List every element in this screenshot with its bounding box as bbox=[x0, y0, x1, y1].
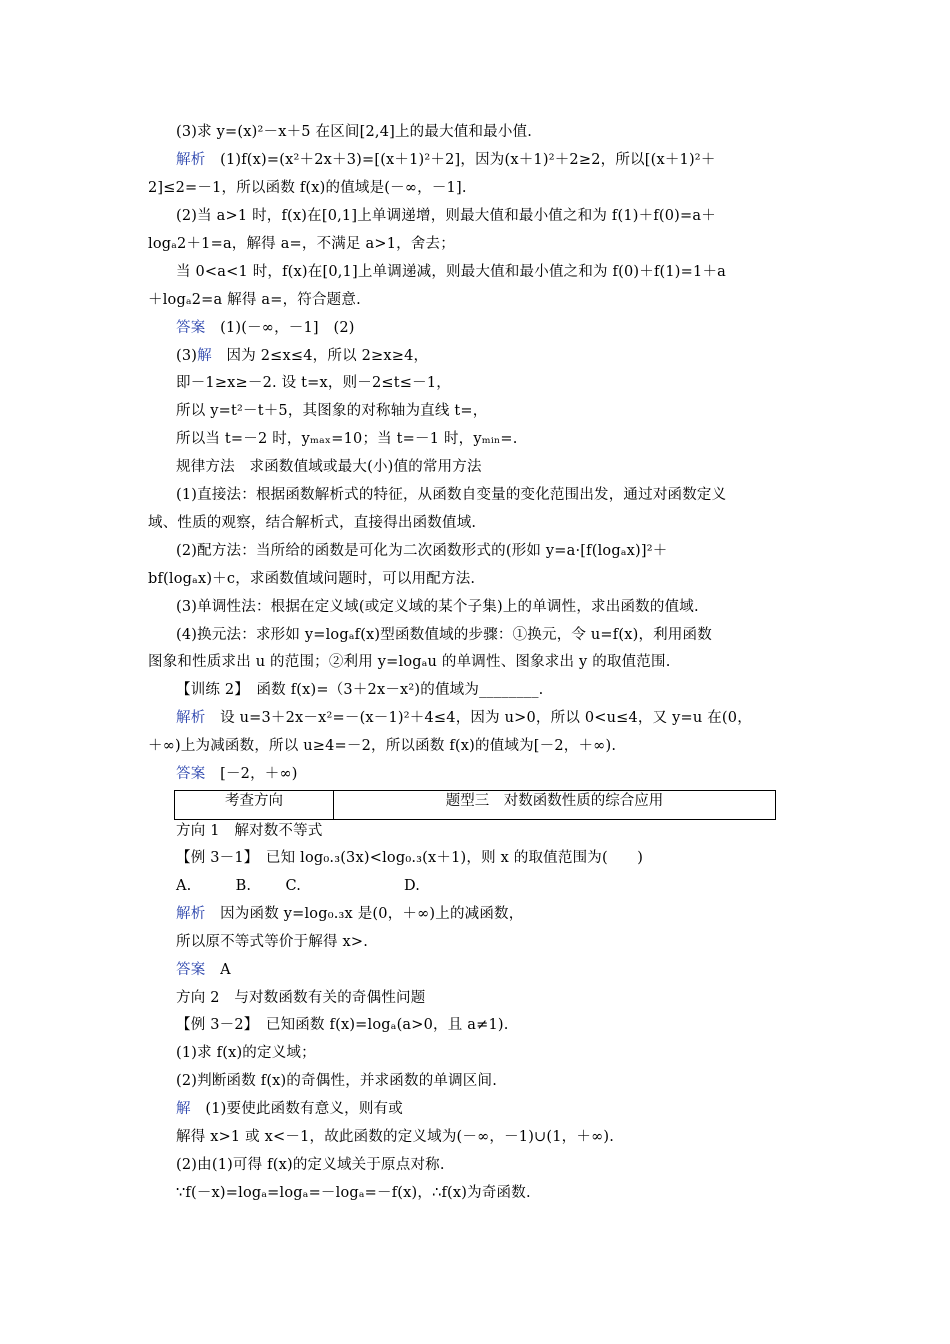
text-line: (1)求 f(x)的定义域； bbox=[176, 1045, 316, 1061]
text-line: 解析 (1)f(x)=(x²＋2x＋3)=[(x＋1)²＋2]，因为(x＋1)²＋2≥2，所以[(x＋1)²＋ bbox=[176, 152, 716, 168]
text-line: 【训练 2】 函数 f(x)=（3＋2x－x²)的值域为________. bbox=[176, 682, 544, 698]
text-line: 所以原不等式等价于解得 x>. bbox=[176, 934, 369, 950]
text-line: 解析 因为函数 y=log₀.₃x 是(0，＋∞)上的减函数， bbox=[176, 906, 524, 922]
keyword-label: 答案 bbox=[176, 962, 206, 978]
text-line: bf(logₐx)＋c，求函数值域问题时，可以用配方法. bbox=[148, 571, 476, 587]
text-line: 【例 3－2】 已知函数 f(x)=logₐ(a>0，且 a≠1). bbox=[176, 1017, 509, 1033]
text-line: 答案 [－2，＋∞) bbox=[176, 766, 298, 782]
text-line: (3)单调性法：根据在定义域(或定义域的某个子集)上的单调性，求出函数的值域. bbox=[176, 599, 699, 615]
table-cell-direction: 考查方向 bbox=[175, 791, 334, 819]
keyword-label: 解析 bbox=[176, 906, 206, 922]
text-line: 答案 A bbox=[176, 962, 231, 978]
text-line: ＋logₐ2=a 解得 a=，符合题意. bbox=[148, 292, 361, 308]
text-line: (4)换元法：求形如 y=logₐf(x)型函数值域的步骤：①换元，令 u=f(x)，利用函数 bbox=[176, 627, 712, 643]
keyword-label: 解析 bbox=[176, 152, 206, 168]
text-line: 方向 1 解对数不等式 bbox=[176, 823, 323, 839]
keyword-label: 解析 bbox=[176, 710, 206, 726]
text-line: 方向 2 与对数函数有关的奇偶性问题 bbox=[176, 990, 426, 1006]
keyword-label: 解 bbox=[197, 348, 212, 364]
text-line: ＋∞)上为减函数，所以 u≥4=－2，所以函数 f(x)的值域为[－2，＋∞). bbox=[148, 738, 617, 754]
text-line: (2)判断函数 f(x)的奇偶性，并求函数的单调区间. bbox=[176, 1073, 498, 1089]
keyword-label: 答案 bbox=[176, 766, 206, 782]
text-line: (2)当 a>1 时，f(x)在[0,1]上单调递增，则最大值和最小值之和为 f(1)＋f(0)=a＋ bbox=[176, 208, 716, 224]
text-line: 规律方法 求函数值域或最大(小)值的常用方法 bbox=[176, 459, 482, 475]
text-line: 所以 y=t²－t＋5，其图象的对称轴为直线 t=， bbox=[176, 403, 488, 419]
text-line: 解得 x>1 或 x<－1，故此函数的定义域为(－∞，－1)∪(1，＋∞). bbox=[176, 1129, 615, 1145]
text-line: (2)配方法：当所给的函数是可化为二次函数形式的(形如 y=a·[f(logₐx)]²＋ bbox=[176, 543, 668, 559]
text-line: 图象和性质求出 u 的范围；②利用 y=logₐu 的单调性、图象求出 y 的取值范围. bbox=[148, 654, 671, 670]
text-line: (1)直接法：根据函数解析式的特征，从函数自变量的变化范围出发，通过对函数定义 bbox=[176, 487, 727, 503]
text-line: (3)求 y=(x)²－x＋5 在区间[2,4]上的最大值和最小值. bbox=[176, 124, 533, 140]
text-line: (3)解 因为 2≤x≤4，所以 2≥x≥4， bbox=[176, 348, 429, 364]
text-line: (2)由(1)可得 f(x)的定义域关于原点对称. bbox=[176, 1157, 445, 1173]
text-line: 解析 设 u=3＋2x－x²=－(x－1)²＋4≤4，因为 u>0，所以 0<u≤4，又 y=u 在(0， bbox=[176, 710, 752, 726]
keyword-label: 答案 bbox=[176, 320, 206, 336]
text-line: 【例 3－1】 已知 log₀.₃(3x)<log₀.₃(x＋1)，则 x 的取值范围为( ) bbox=[176, 850, 644, 866]
text-line: ∵f(－x)=logₐ=logₐ=－logₐ=－f(x)，∴f(x)为奇函数. bbox=[176, 1185, 531, 1201]
keyword-label: 解 bbox=[176, 1101, 191, 1117]
text-line: 当 0<a<1 时，f(x)在[0,1]上单调递减，则最大值和最小值之和为 f(0)＋f(1)=1＋a bbox=[176, 264, 726, 280]
table-cell-topic: 题型三 对数函数性质的综合应用 bbox=[445, 793, 664, 809]
text-line: 2]≤2=－1，所以函数 f(x)的值域是(－∞，－1]. bbox=[148, 180, 467, 196]
text-line: 解 (1)要使此函数有意义，则有或 bbox=[176, 1101, 403, 1117]
topic-table bbox=[174, 790, 776, 820]
text-line: 域、性质的观察，结合解析式，直接得出函数值域. bbox=[148, 515, 477, 531]
text-line: logₐ2＋1=a，解得 a=，不满足 a>1，舍去； bbox=[148, 236, 455, 252]
text-line: 即－1≥x≥－2. 设 t=x，则－2≤t≤－1， bbox=[176, 375, 451, 391]
text-line: 所以当 t=－2 时，yₘₐₓ=10；当 t=－1 时，yₘᵢₙ=. bbox=[176, 431, 518, 447]
text-line: A. B. C. D. bbox=[176, 878, 421, 894]
text-line: 答案 (1)(－∞，－1] (2) bbox=[176, 320, 355, 336]
